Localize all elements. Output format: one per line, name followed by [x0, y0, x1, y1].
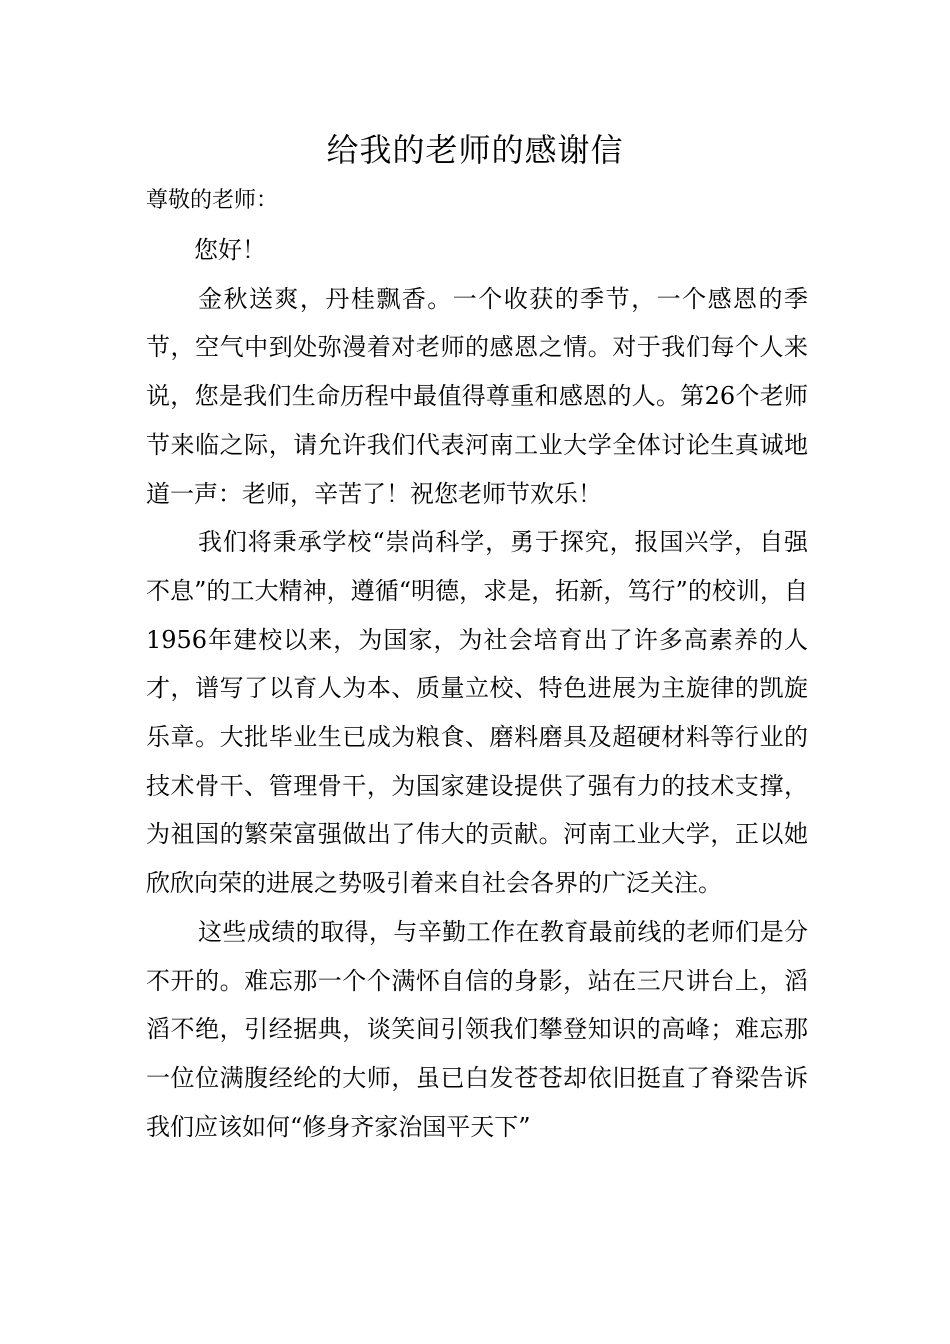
paragraph-2: 我们将秉承学校“崇尚科学，勇于探究，报国兴学，自强不息”的工大精神，遵循“明德，求是，拓新，笃行”的校训，自1956年建校以来，为国家，为社会培育出了许多高素养的人才，谱写了以育人为本、质量立校、特色进展为主旋律的凯旋乐章。大批毕业生已成为粮食、磨料磨具及超硬材料等行业的技术骨干、管理骨干，为国家建设提供了强有力的技术支撑，为祖国的繁荣富强做出了伟大的贡献。河南工业大学，正以她欣欣向荣的进展之势吸引着来自社会各界的广泛关注。: [146, 528, 808, 898]
greeting: 您好！: [194, 236, 266, 264]
letter-body: [146, 226, 808, 1151]
paragraph-3: 这些成绩的取得，与辛勤工作在教育最前线的老师们是分不开的。难忘那一个个满怀自信的身影，站在三尺讲台上，滔滔不绝，引经据典，谈笑间引领我们攀登知识的高峰；难忘那一位位满腹经纶的大师，虽已白发苍苍却依旧挺直了脊梁告诉我们应该如何“修身齐家治国平天下”: [146, 917, 808, 1141]
letter-title: 给我的老师的感谢信: [326, 131, 624, 169]
paragraph-1: 金秋送爽，丹桂飘香。一个收获的季节，一个感恩的季节，空气中到处弥漫着对老师的感恩之情。对于我们每个人来说，您是我们生命历程中最值得尊重和感恩的人。第26个老师节来临之际，请允许我们代表河南工业大学全体讨论生真诚地道一声：老师，辛苦了！祝您老师节欢乐！: [146, 284, 808, 508]
salutation: 尊敬的老师：: [146, 188, 279, 213]
